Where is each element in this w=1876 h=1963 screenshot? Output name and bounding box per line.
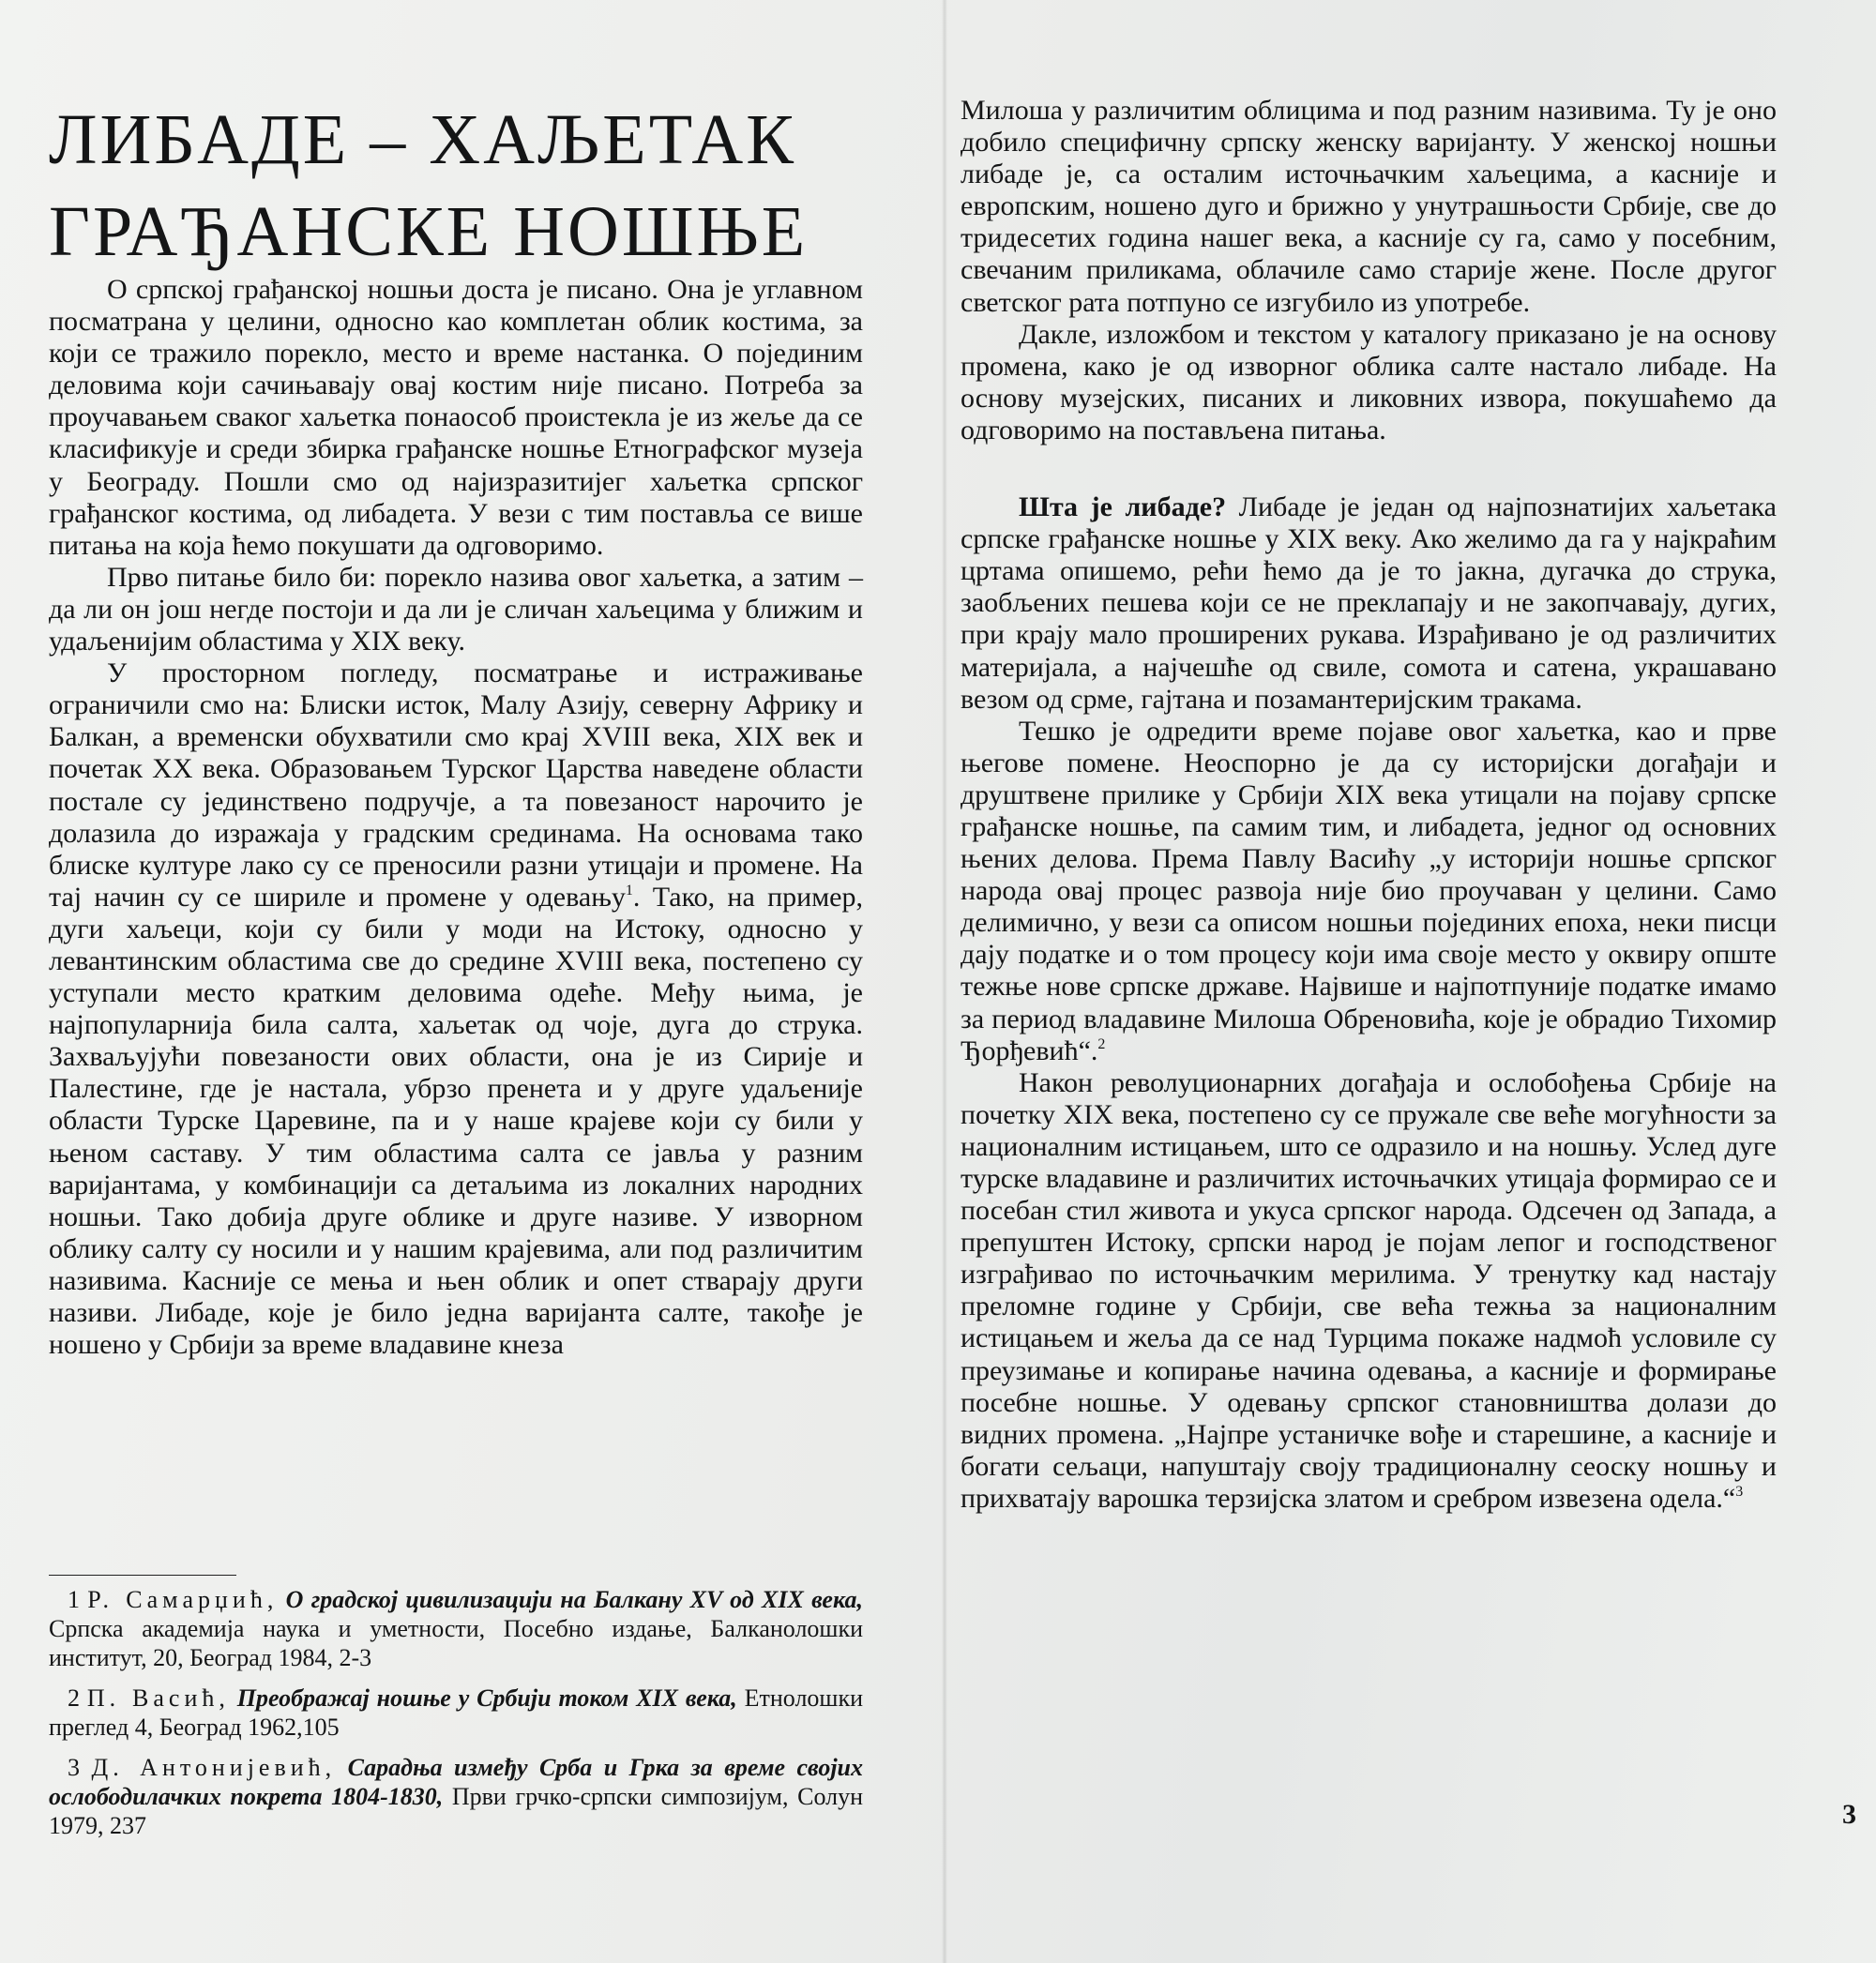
paragraph xyxy=(961,491,1777,716)
footnote-author: Д. Антонијевић, xyxy=(91,1754,337,1781)
footnote-ref: 3 xyxy=(1735,1483,1744,1500)
footnotes xyxy=(49,1585,863,1851)
paragraph: Прво питање било би: порекло назива овог хаљетка, а затим – да ли он још негде постоји и да ли је сличан хаљецима у ближим и удаљенијим областима у XIX веку. xyxy=(49,561,863,657)
paragraph: Дакле, изложбом и текстом у каталогу приказано је на основу промена, како је од изворног облика салте настало либаде. На основу музејских, писаних и ликовних извора, покушаћемо да одговоримо на постављена питања. xyxy=(961,318,1777,445)
paragraph-text: Након револуционарних догађаја и ослобођења Србије на почетку XIX века, постепено су се пружале све веће могућности за националним истицањем, што се одразило и на ношњу. Услед дуге турске владавине и различитих источњачких утицаја формирао се и посебан стил живота и укуса српског народа. Одсечен од Запада, а препуштен Истоку, српски народ је појам лепог и господственог изграђивао по источњачким мерилима. У тренутку кад настају преломне године у Србији, све већа тежња за националним истицањем и жеља да се над Турцима покаже надмоћ условиле су преузимање и копирање начина одевања, а касније и формирање посебне ношње. У одевању српског становништва долази до видних промена. „Најпре устаничке вође и старешине, а касније и богати сељаци, напуштају своју традиционалну сеоску ношњу и прихватају варошка терзијска златом и сребром извезена одела.“ xyxy=(961,1066,1777,1514)
footnote xyxy=(49,1753,863,1840)
page-number: 3 xyxy=(1842,1799,1856,1830)
paragraph: Милоша у различитим облицима и под разним називима. Ту је оно добило специфичну српску женску варијанту. У женској ношњи либаде је, са осталим источњачким хаљецима, а касније и европским, ношено дуго и брижно у унутрашњости Србије, све до тридесетих година нашег века, а касније су га, само у посебним, свечаним приликама, облачиле само старије жене. После другог светског рата потпуно се изгубило из употребе. xyxy=(961,95,1777,318)
footnote-title: О градској цивилизацији на Балкану XV од XIX века, xyxy=(285,1586,863,1613)
footnote-title: Сарадња између Срба и Грка за време својих ослободилачких покрета 1804-1830, xyxy=(49,1754,864,1810)
paragraph-text: Тешко је одредити време појаве овог хаљетка, као и прве његове помене. Неоспорно је да су историјски догађаји и друштвене прилике у Србији XIX века утицали на појаву српске грађанске ношње, па самим тим, и либадета, једног од основних њених делова. Према Павлу Васићу „у историји ношње српског народа овај процес развоја није био проучаван у целини. Само делимично, у вези са описом ношњи појединих епоха, неки писци дају податке и о том процесу који има своје место у оквиру опште тежње нове српске државе. Највише и најпотпуније податке имамо за период владавине Милоша Обреновића, које је обрадио Тихомир Ђорђевић“. xyxy=(961,715,1777,1066)
footnote-ref: 1 xyxy=(625,882,633,898)
paragraph-text: У просторном погледу, посматрање и истраживање ограничили смо на: Блиски исток, Малу Азију, северну Африку и Балкан, а временски обухватили смо крај XVIII века, XIX век и почетак XX века. Образовањем Турског Царства наведене области постале су јединствено подручје, а та повезаност нарочито је долазила до изражаја у градским срединама. На основама тако блиске културе лако су се преносили разни утицаји и промене. На тај начин су се шириле и промене у одевању xyxy=(49,657,863,913)
footnote-number: 3 xyxy=(68,1754,80,1781)
paragraph: О српској грађанској ношњи доста је писано. Она је углавном посматрана у целини, односно као комплетан облик костима, за који се тражило порекло, место и време настанка. О појединим деловима који сачињавају овај костим није писано. Потреба за проучавањем сваког хаљетка понаособ проистекла је из жеље да се класификује и среди збирка грађанске ношње Етнографског музеја у Београду. Пошли смо од најизразитијег хаљетка српског грађанског костима, од либадета. У вези с тим поставља се више питања на која ћемо покушати да одговоримо. xyxy=(49,274,863,561)
title-line-1: ЛИБАДЕ – ХАЉЕТАК xyxy=(49,100,796,179)
footnote-separator xyxy=(49,1575,236,1576)
footnote xyxy=(49,1585,863,1672)
footnote-title: Преображај ношње у Србији током XIX века, xyxy=(236,1684,737,1712)
footnote-number: 2 xyxy=(68,1684,80,1712)
paragraph-text: Либаде је један од најпознатијих хаљетака српске грађанске ношње у XIX веку. Ако желимо да га у најкраћим цртама опишемо, рећи ћемо да је то јакна, дугачка до струка, заобљених пешева који се не преклапају и не закопчавају, дугих, при крају мало проширених рукава. Израђивано је од различитих материјала, а најчешће од свиле, сомота и сатена, украшавано везом од срме, гајтана и позамантеријским тракама. xyxy=(961,491,1777,715)
footnote xyxy=(49,1684,863,1742)
footnote-author: Р. Самарџић, xyxy=(87,1586,279,1613)
paragraph xyxy=(49,657,863,1361)
footnote-number: 1 xyxy=(68,1586,80,1613)
right-body-text xyxy=(961,95,1777,1515)
paragraph xyxy=(961,1067,1777,1515)
footnote-author: П. Васић, xyxy=(86,1684,230,1712)
section-lead: Шта је либаде? xyxy=(1019,491,1227,523)
footnote-details: Српска академија наука и уметности, Посебно издање, Балканолошки институт, 20, Београд 1984, 2-3 xyxy=(49,1615,863,1671)
footnote-ref: 2 xyxy=(1097,1035,1106,1052)
title-line-2: ГРАЂАНСКЕ НОШЊЕ xyxy=(49,192,809,271)
footnote-details: Етнолошки преглед 4, Београд 1962,105 xyxy=(49,1684,863,1741)
left-body-text xyxy=(49,274,863,1361)
paragraph xyxy=(961,716,1777,1067)
footnote-details: Први грчко-српски симпозијум, Солун 1979, 237 xyxy=(49,1783,863,1839)
paragraph-text: . Тако, на пример, дуги хаљеци, који су били у моди на Истоку, односно у левантинским областима све до средине XVIII века, постепено су уступали место кратким деловима одеће. Међу њима, је најпопуларнија била салта, хаљетак од чоје, дуга до струка. Захваљујући повезаности ових области, она је из Сирије и Палестине, где је настала, убрзо пренета и у друге удаљеније области Турске Царевине, па и у наше крајеве који су били у њеном саставу. У тим областима салта се јавља у разним варијантама, у комбинацији са детаљима из локалних народних ношњи. Тако добија друге облике и друге називе. У изворном облику салту су носили и у нашим крајевима, али под различитим називима. Касније се мења и њен облик и опет стварају други називи. Либаде, које је било једна варијанта салте, такође је ношено у Србији за време владавине кнеза xyxy=(49,881,863,1361)
column-gutter-shadow xyxy=(942,0,947,1963)
article-title xyxy=(49,94,808,278)
